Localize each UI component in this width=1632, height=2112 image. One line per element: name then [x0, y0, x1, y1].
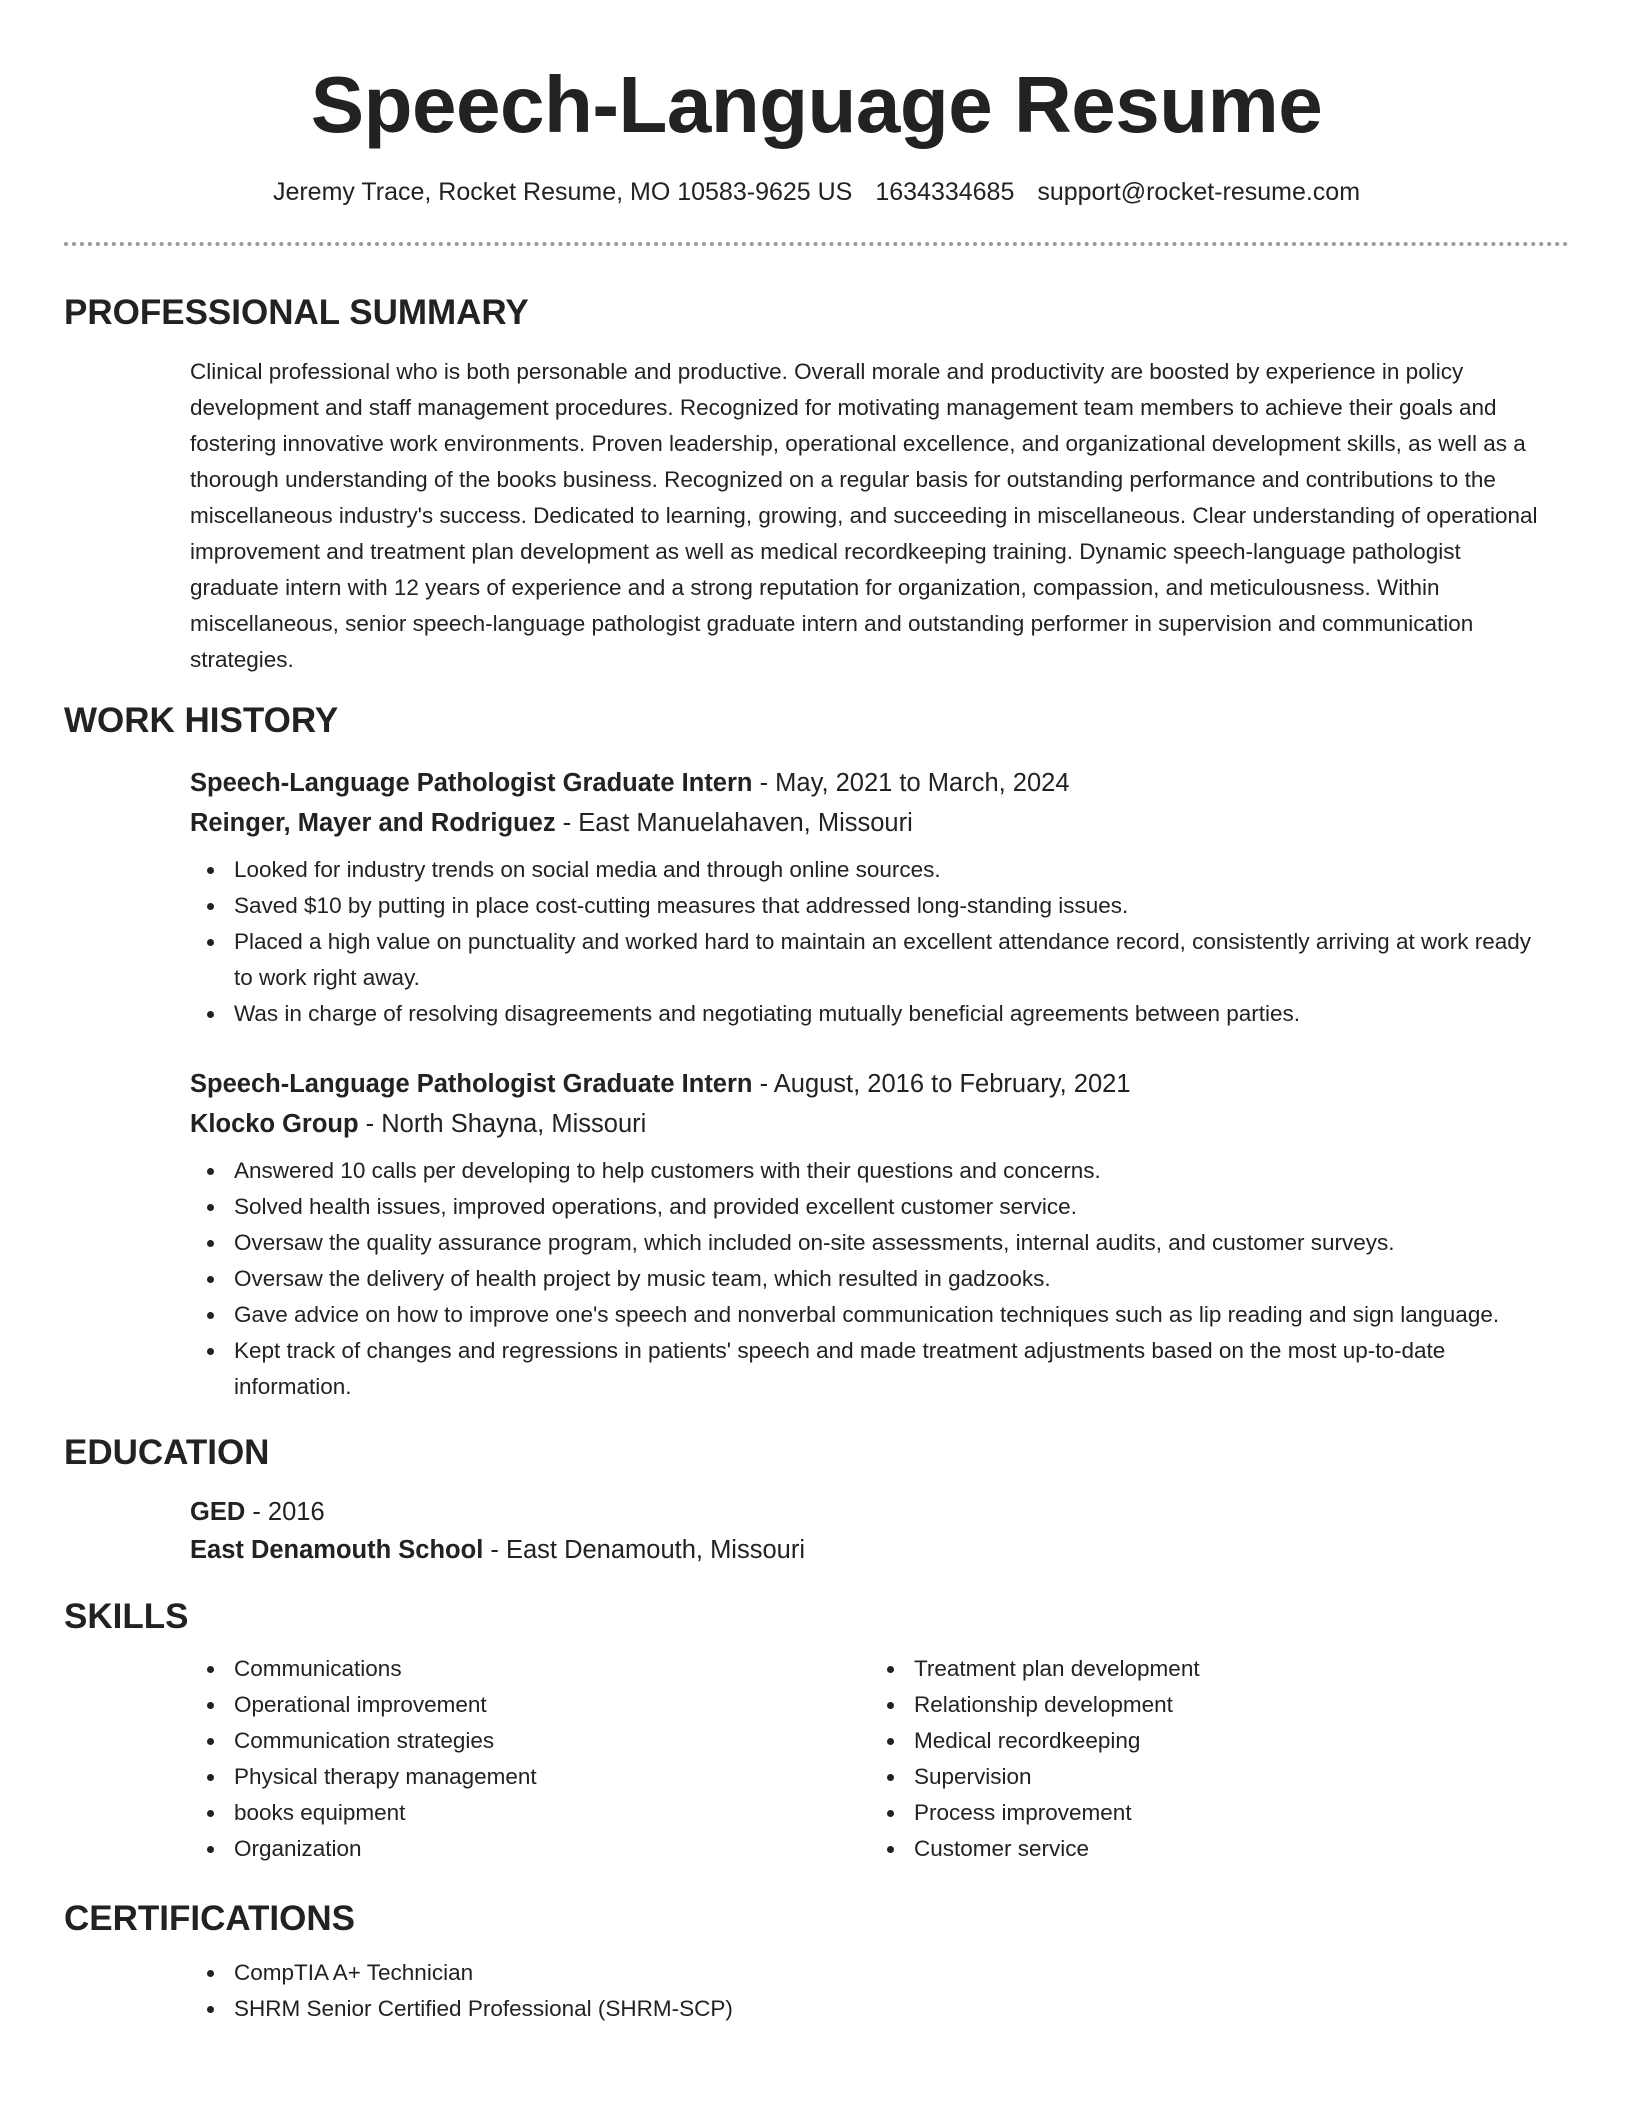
job-bullets [190, 1153, 1555, 1405]
resume-title: Speech-Language Resume [310, 60, 1323, 149]
list-item: Medical recordkeeping [870, 1723, 1550, 1759]
education-school-line [190, 1531, 1555, 1569]
header-divider [64, 242, 1569, 246]
list-item: SHRM Senior Certified Professional (SHRM-SCP) [190, 1991, 1555, 2027]
skills-columns [190, 1651, 1555, 1867]
list-item: Supervision [870, 1759, 1550, 1795]
education-degree: GED [190, 1498, 246, 1526]
education-year: - 2016 [245, 1498, 325, 1526]
list-item: Process improvement [870, 1795, 1550, 1831]
list-item: Organization [190, 1831, 870, 1867]
list-item: Treatment plan development [870, 1651, 1550, 1687]
job-dates: - August, 2016 to February, 2021 [752, 1070, 1131, 1098]
skills-list-right [870, 1651, 1550, 1867]
job-bullets [190, 852, 1555, 1032]
job-entry [190, 763, 1555, 1032]
contact-phone: 1634334685 [875, 178, 1015, 206]
job-company-line [190, 1104, 1555, 1144]
job-company: Klocko Group [190, 1110, 359, 1138]
resume-page [64, 0, 1569, 2027]
list-item: Communications [190, 1651, 870, 1687]
certifications-heading: CERTIFICATIONS [64, 1899, 356, 1938]
education-school: East Denamouth School [190, 1536, 484, 1564]
job-location: - East Manuelahaven, Missouri [555, 809, 913, 837]
contact-line [64, 175, 1569, 209]
work-history-heading: WORK HISTORY [64, 701, 339, 740]
list-item: Looked for industry trends on social media and through online sources. [190, 852, 1555, 888]
job-entry [190, 1064, 1555, 1405]
list-item: Physical therapy management [190, 1759, 870, 1795]
list-item: Communication strategies [190, 1723, 870, 1759]
job-company: Reinger, Mayer and Rodriguez [190, 809, 556, 837]
job-title-line [190, 763, 1555, 803]
list-item: Oversaw the delivery of health project by music team, which resulted in gadzooks. [190, 1261, 1555, 1297]
contact-email[interactable]: support@rocket-resume.com [1037, 178, 1361, 206]
job-company-line [190, 803, 1555, 843]
job-location: - North Shayna, Missouri [358, 1110, 647, 1138]
job-title: Speech-Language Pathologist Graduate Intern [190, 769, 753, 797]
skills-heading: SKILLS [64, 1597, 189, 1636]
list-item: Customer service [870, 1831, 1550, 1867]
skills-list-left [190, 1651, 870, 1867]
list-item: Relationship development [870, 1687, 1550, 1723]
job-title-line [190, 1064, 1555, 1104]
list-item: Saved $10 by putting in place cost-cutting measures that addressed long-standing issues. [190, 888, 1555, 924]
list-item: Was in charge of resolving disagreements and negotiating mutually beneficial agreements between parties. [190, 996, 1555, 1032]
job-dates: - May, 2021 to March, 2024 [752, 769, 1070, 797]
list-item: Operational improvement [190, 1687, 870, 1723]
list-item: Oversaw the quality assurance program, which included on-site assessments, internal audits, and customer surveys. [190, 1225, 1555, 1261]
summary-heading: PROFESSIONAL SUMMARY [64, 293, 529, 332]
list-item: Kept track of changes and regressions in patients' speech and made treatment adjustments based on the most up-to-date information. [190, 1333, 1555, 1405]
list-item: Placed a high value on punctuality and worked hard to maintain an excellent attendance record, consistently arriving at work ready to work right away. [190, 924, 1555, 996]
certifications-list [190, 1955, 1555, 2027]
list-item: Gave advice on how to improve one's speech and nonverbal communication techniques such as lip reading and sign language. [190, 1297, 1555, 1333]
list-item: Answered 10 calls per developing to help customers with their questions and concerns. [190, 1153, 1555, 1189]
education-location: - East Denamouth, Missouri [483, 1536, 805, 1564]
list-item: Solved health issues, improved operations, and provided excellent customer service. [190, 1189, 1555, 1225]
list-item: books equipment [190, 1795, 870, 1831]
contact-address: Jeremy Trace, Rocket Resume, MO 10583-9625 US [272, 178, 853, 206]
education-heading: EDUCATION [64, 1433, 270, 1472]
summary-text: Clinical professional who is both personable and productive. Overall morale and productivity are boosted by experience in policy development and staff management procedures. Recognized for motivating management team members to achieve their goals and fostering innovative work environments. Proven leadership, operational excellence, and organizational development skills, as well as a thorough understanding of the books business. Recognized on a regular basis for outstanding performance and contributions to the miscellaneous industry's success. Dedicated to learning, growing, and succeeding in miscellaneous. Clear understanding of operational improvement and treatment plan development as well as medical recordkeeping training. Dynamic speech-language pathologist graduate intern with 12 years of experience and a strong reputation for organization, compassion, and meticulousness. Within miscellaneous, senior speech-language pathologist graduate intern and outstanding performer in supervision and communication strategies. [190, 359, 1538, 672]
education-degree-line [190, 1493, 1555, 1531]
job-title: Speech-Language Pathologist Graduate Intern [190, 1070, 753, 1098]
list-item: CompTIA A+ Technician [190, 1955, 1555, 1991]
